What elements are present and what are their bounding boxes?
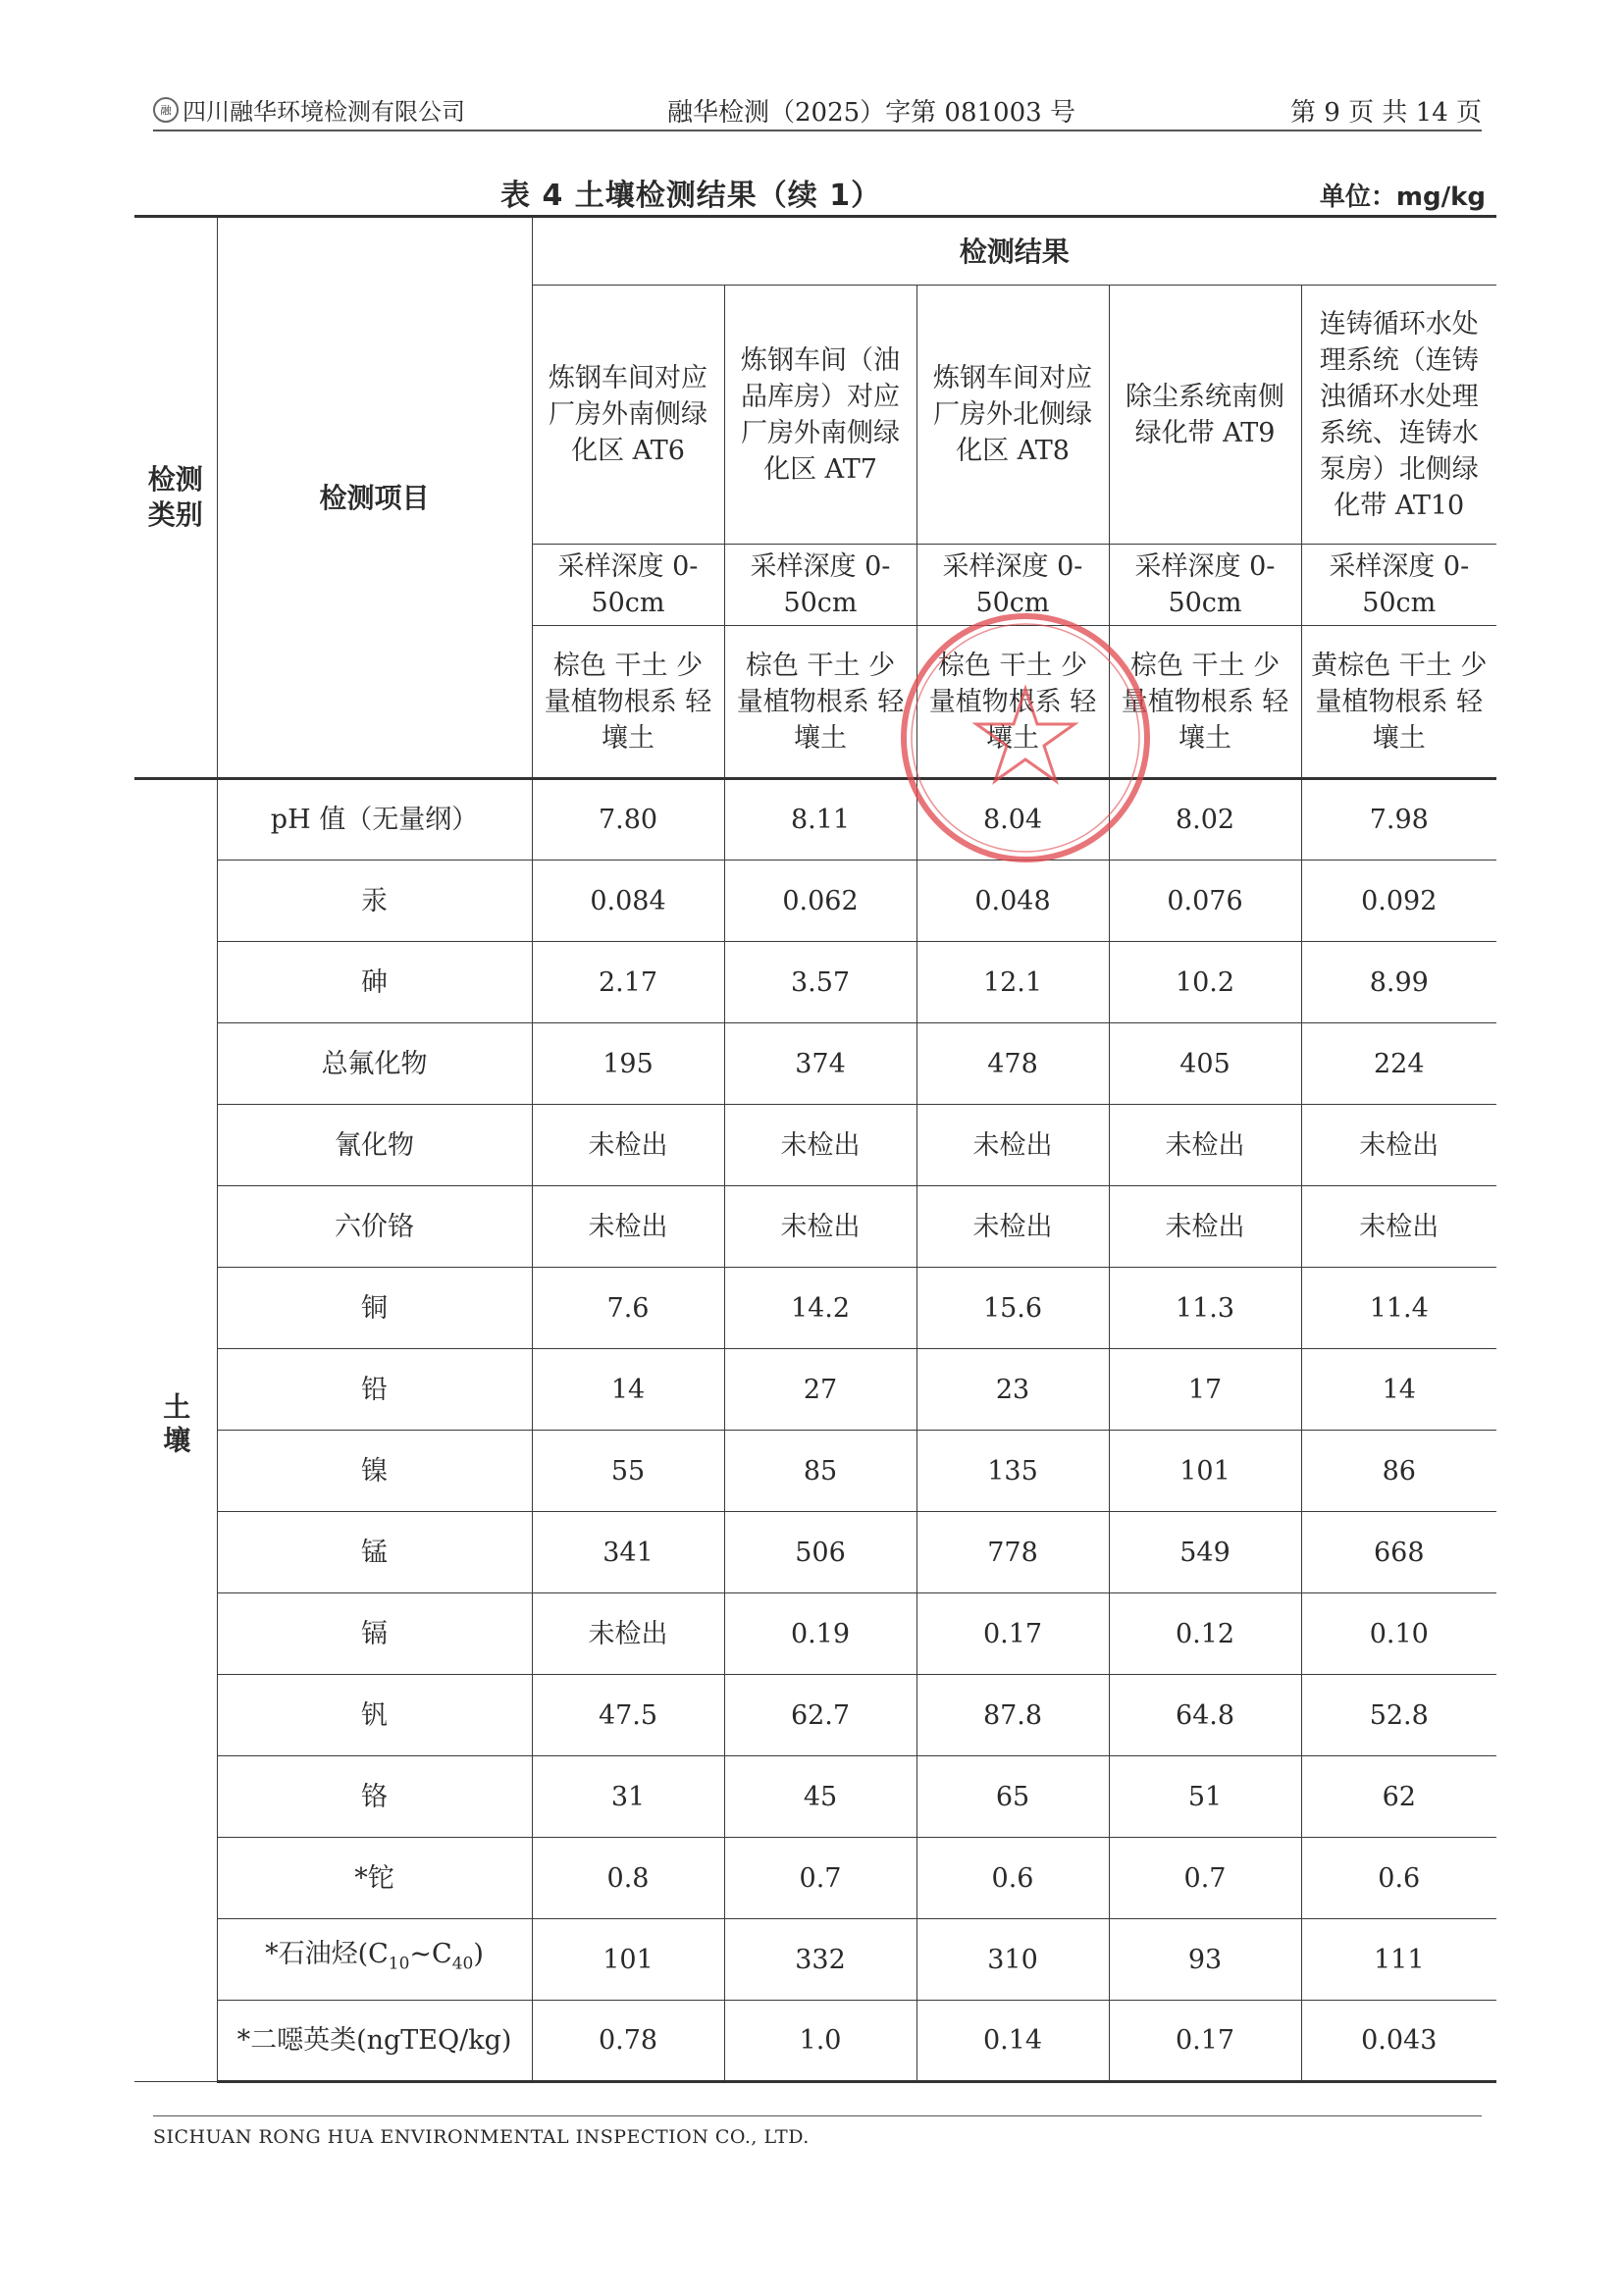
cell-value: 0.076	[1109, 861, 1301, 942]
cell-value: 31	[532, 1756, 724, 1838]
cell-value: 0.6	[1301, 1838, 1496, 1919]
soil-desc-at7: 棕色 干土 少量植物根系 轻壤土	[724, 626, 916, 779]
table-row	[134, 942, 1496, 1023]
category-header-text: 检测类别	[147, 463, 203, 531]
location-at8: 炼钢车间对应厂房外北侧绿化区 AT8	[916, 286, 1109, 545]
cell-value: 0.10	[1301, 1593, 1496, 1675]
location-at7: 炼钢车间（油品库房）对应厂房外南侧绿化区 AT7	[724, 286, 916, 545]
cell-value: 27	[724, 1349, 916, 1431]
category-soil	[134, 779, 217, 2082]
cell-value: 7.80	[532, 779, 724, 861]
cell-value: 0.7	[1109, 1838, 1301, 1919]
table-row	[134, 1186, 1496, 1268]
cell-value: 未检出	[1109, 1186, 1301, 1268]
location-at6: 炼钢车间对应厂房外南侧绿化区 AT6	[532, 286, 724, 545]
cell-value: 86	[1301, 1431, 1496, 1512]
cell-value: 0.084	[532, 861, 724, 942]
item-text: )	[473, 1939, 484, 1970]
soil-desc-at10: 黄棕色 干土 少量植物根系 轻壤土	[1301, 626, 1496, 779]
table-row	[134, 1349, 1496, 1431]
page-footer: SICHUAN RONG HUA ENVIRONMENTAL INSPECTION CO., LTD.	[153, 2115, 1482, 2148]
table-row	[134, 1919, 1496, 2001]
row-item: 总氟化物	[217, 1023, 532, 1105]
row-item: 氰化物	[217, 1105, 532, 1186]
page-info: 第 9 页 共 14 页	[1290, 98, 1482, 128]
cell-value: 3.57	[724, 942, 916, 1023]
cell-value: 未检出	[916, 1186, 1109, 1268]
cell-value: 506	[724, 1512, 916, 1593]
cell-value: 未检出	[532, 1186, 724, 1268]
cell-value: 45	[724, 1756, 916, 1838]
cell-value: 310	[916, 1919, 1109, 2001]
location-at9: 除尘系统南侧绿化带 AT9	[1109, 286, 1301, 545]
table-row	[134, 1593, 1496, 1675]
cell-value: 668	[1301, 1512, 1496, 1593]
cell-value: 0.062	[724, 861, 916, 942]
cell-value: 1.0	[724, 2001, 916, 2082]
cell-value: 549	[1109, 1512, 1301, 1593]
category-header	[134, 217, 217, 779]
cell-value: 111	[1301, 1919, 1496, 2001]
row-item: 镉	[217, 1593, 532, 1675]
soil-desc-at8: 棕色 干土 少量植物根系 轻壤土	[916, 626, 1109, 779]
cell-value: 51	[1109, 1756, 1301, 1838]
row-item: 砷	[217, 942, 532, 1023]
row-item: *铊	[217, 1838, 532, 1919]
cell-value: 0.8	[532, 1838, 724, 1919]
cell-value: 224	[1301, 1023, 1496, 1105]
depth-at9: 采样深度 0-50cm	[1109, 545, 1301, 626]
cell-value: 8.99	[1301, 942, 1496, 1023]
cell-value: 87.8	[916, 1675, 1109, 1756]
cell-value: 478	[916, 1023, 1109, 1105]
cell-value: 8.11	[724, 779, 916, 861]
cell-value: 0.17	[1109, 2001, 1301, 2082]
cell-value: 未检出	[1109, 1105, 1301, 1186]
cell-value: 52.8	[1301, 1675, 1496, 1756]
item-subscript: 10	[388, 1954, 410, 1974]
cell-value: 12.1	[916, 942, 1109, 1023]
cell-value: 0.092	[1301, 861, 1496, 942]
cell-value: 未检出	[724, 1186, 916, 1268]
cell-value: 85	[724, 1431, 916, 1512]
cell-value: 未检出	[1301, 1105, 1496, 1186]
cell-value: 15.6	[916, 1268, 1109, 1349]
table-row	[134, 1675, 1496, 1756]
cell-value: 14	[532, 1349, 724, 1431]
company-name	[153, 92, 465, 127]
unit-label: 单位：mg/kg	[1319, 183, 1486, 212]
cell-value: 23	[916, 1349, 1109, 1431]
cell-value: 未检出	[532, 1593, 724, 1675]
cell-value: 17	[1109, 1349, 1301, 1431]
row-item: 钒	[217, 1675, 532, 1756]
page-header	[153, 90, 1482, 131]
row-item: pH 值（无量纲）	[217, 779, 532, 861]
table-row	[134, 1512, 1496, 1593]
item-text: ~C	[409, 1939, 452, 1970]
table-row	[134, 1431, 1496, 1512]
result-header: 检测结果	[532, 217, 1496, 286]
cell-value: 14.2	[724, 1268, 916, 1349]
company-logo-icon: 融	[153, 97, 179, 123]
cell-value: 778	[916, 1512, 1109, 1593]
category-soil-text: 土壤	[159, 1392, 192, 1459]
results-table	[134, 215, 1496, 2083]
company-text: 四川融华环境检测有限公司	[183, 98, 465, 126]
cell-value: 11.4	[1301, 1268, 1496, 1349]
item-text: *石油烃(C	[265, 1939, 389, 1970]
table-row	[134, 1105, 1496, 1186]
cell-value: 未检出	[724, 1105, 916, 1186]
table-row	[134, 1268, 1496, 1349]
table-row	[134, 861, 1496, 942]
cell-value: 8.02	[1109, 779, 1301, 861]
cell-value: 未检出	[916, 1105, 1109, 1186]
table-row	[134, 1756, 1496, 1838]
cell-value: 0.17	[916, 1593, 1109, 1675]
cell-value: 10.2	[1109, 942, 1301, 1023]
table-row	[134, 1838, 1496, 1919]
cell-value: 0.78	[532, 2001, 724, 2082]
cell-value: 195	[532, 1023, 724, 1105]
location-at10: 连铸循环水处理系统（连铸浊循环水处理系统、连铸水泵房）北侧绿化带 AT10	[1301, 286, 1496, 545]
cell-value: 55	[532, 1431, 724, 1512]
table-row	[134, 779, 1496, 861]
row-item: 镍	[217, 1431, 532, 1512]
row-item: 铅	[217, 1349, 532, 1431]
cell-value: 101	[1109, 1431, 1301, 1512]
cell-value: 0.14	[916, 2001, 1109, 2082]
row-item-petroleum	[217, 1919, 532, 2001]
cell-value: 未检出	[532, 1105, 724, 1186]
cell-value: 332	[724, 1919, 916, 2001]
cell-value: 7.6	[532, 1268, 724, 1349]
depth-at7: 采样深度 0-50cm	[724, 545, 916, 626]
row-item: 汞	[217, 861, 532, 942]
row-item: 铜	[217, 1268, 532, 1349]
cell-value: 135	[916, 1431, 1109, 1512]
cell-value: 11.3	[1109, 1268, 1301, 1349]
cell-value: 0.043	[1301, 2001, 1496, 2082]
cell-value: 0.12	[1109, 1593, 1301, 1675]
table-row	[134, 2001, 1496, 2082]
cell-value: 374	[724, 1023, 916, 1105]
cell-value: 405	[1109, 1023, 1301, 1105]
cell-value: 7.98	[1301, 779, 1496, 861]
cell-value: 62.7	[724, 1675, 916, 1756]
soil-desc-at9: 棕色 干土 少量植物根系 轻壤土	[1109, 626, 1301, 779]
cell-value: 未检出	[1301, 1186, 1496, 1268]
cell-value: 93	[1109, 1919, 1301, 2001]
cell-value: 2.17	[532, 942, 724, 1023]
soil-desc-at6: 棕色 干土 少量植物根系 轻壤土	[532, 626, 724, 779]
row-item: 六价铬	[217, 1186, 532, 1268]
cell-value: 64.8	[1109, 1675, 1301, 1756]
table-title: 表 4 土壤检测结果（续 1）	[500, 179, 882, 213]
cell-value: 47.5	[532, 1675, 724, 1756]
cell-value: 62	[1301, 1756, 1496, 1838]
depth-at10: 采样深度 0-50cm	[1301, 545, 1496, 626]
row-item: *二噁英类(ngTEQ/kg)	[217, 2001, 532, 2082]
cell-value: 14	[1301, 1349, 1496, 1431]
item-subscript: 40	[451, 1954, 474, 1974]
cell-value: 0.7	[724, 1838, 916, 1919]
row-item: 锰	[217, 1512, 532, 1593]
cell-value: 8.04	[916, 779, 1109, 861]
cell-value: 0.6	[916, 1838, 1109, 1919]
item-header: 检测项目	[217, 217, 532, 779]
cell-value: 0.19	[724, 1593, 916, 1675]
report-number: 融华检测（2025）字第 081003 号	[667, 98, 1075, 128]
row-item: 铬	[217, 1756, 532, 1838]
cell-value: 341	[532, 1512, 724, 1593]
depth-at6: 采样深度 0-50cm	[532, 545, 724, 626]
cell-value: 0.048	[916, 861, 1109, 942]
cell-value: 101	[532, 1919, 724, 2001]
table-row	[134, 1023, 1496, 1105]
cell-value: 65	[916, 1756, 1109, 1838]
depth-at8: 采样深度 0-50cm	[916, 545, 1109, 626]
